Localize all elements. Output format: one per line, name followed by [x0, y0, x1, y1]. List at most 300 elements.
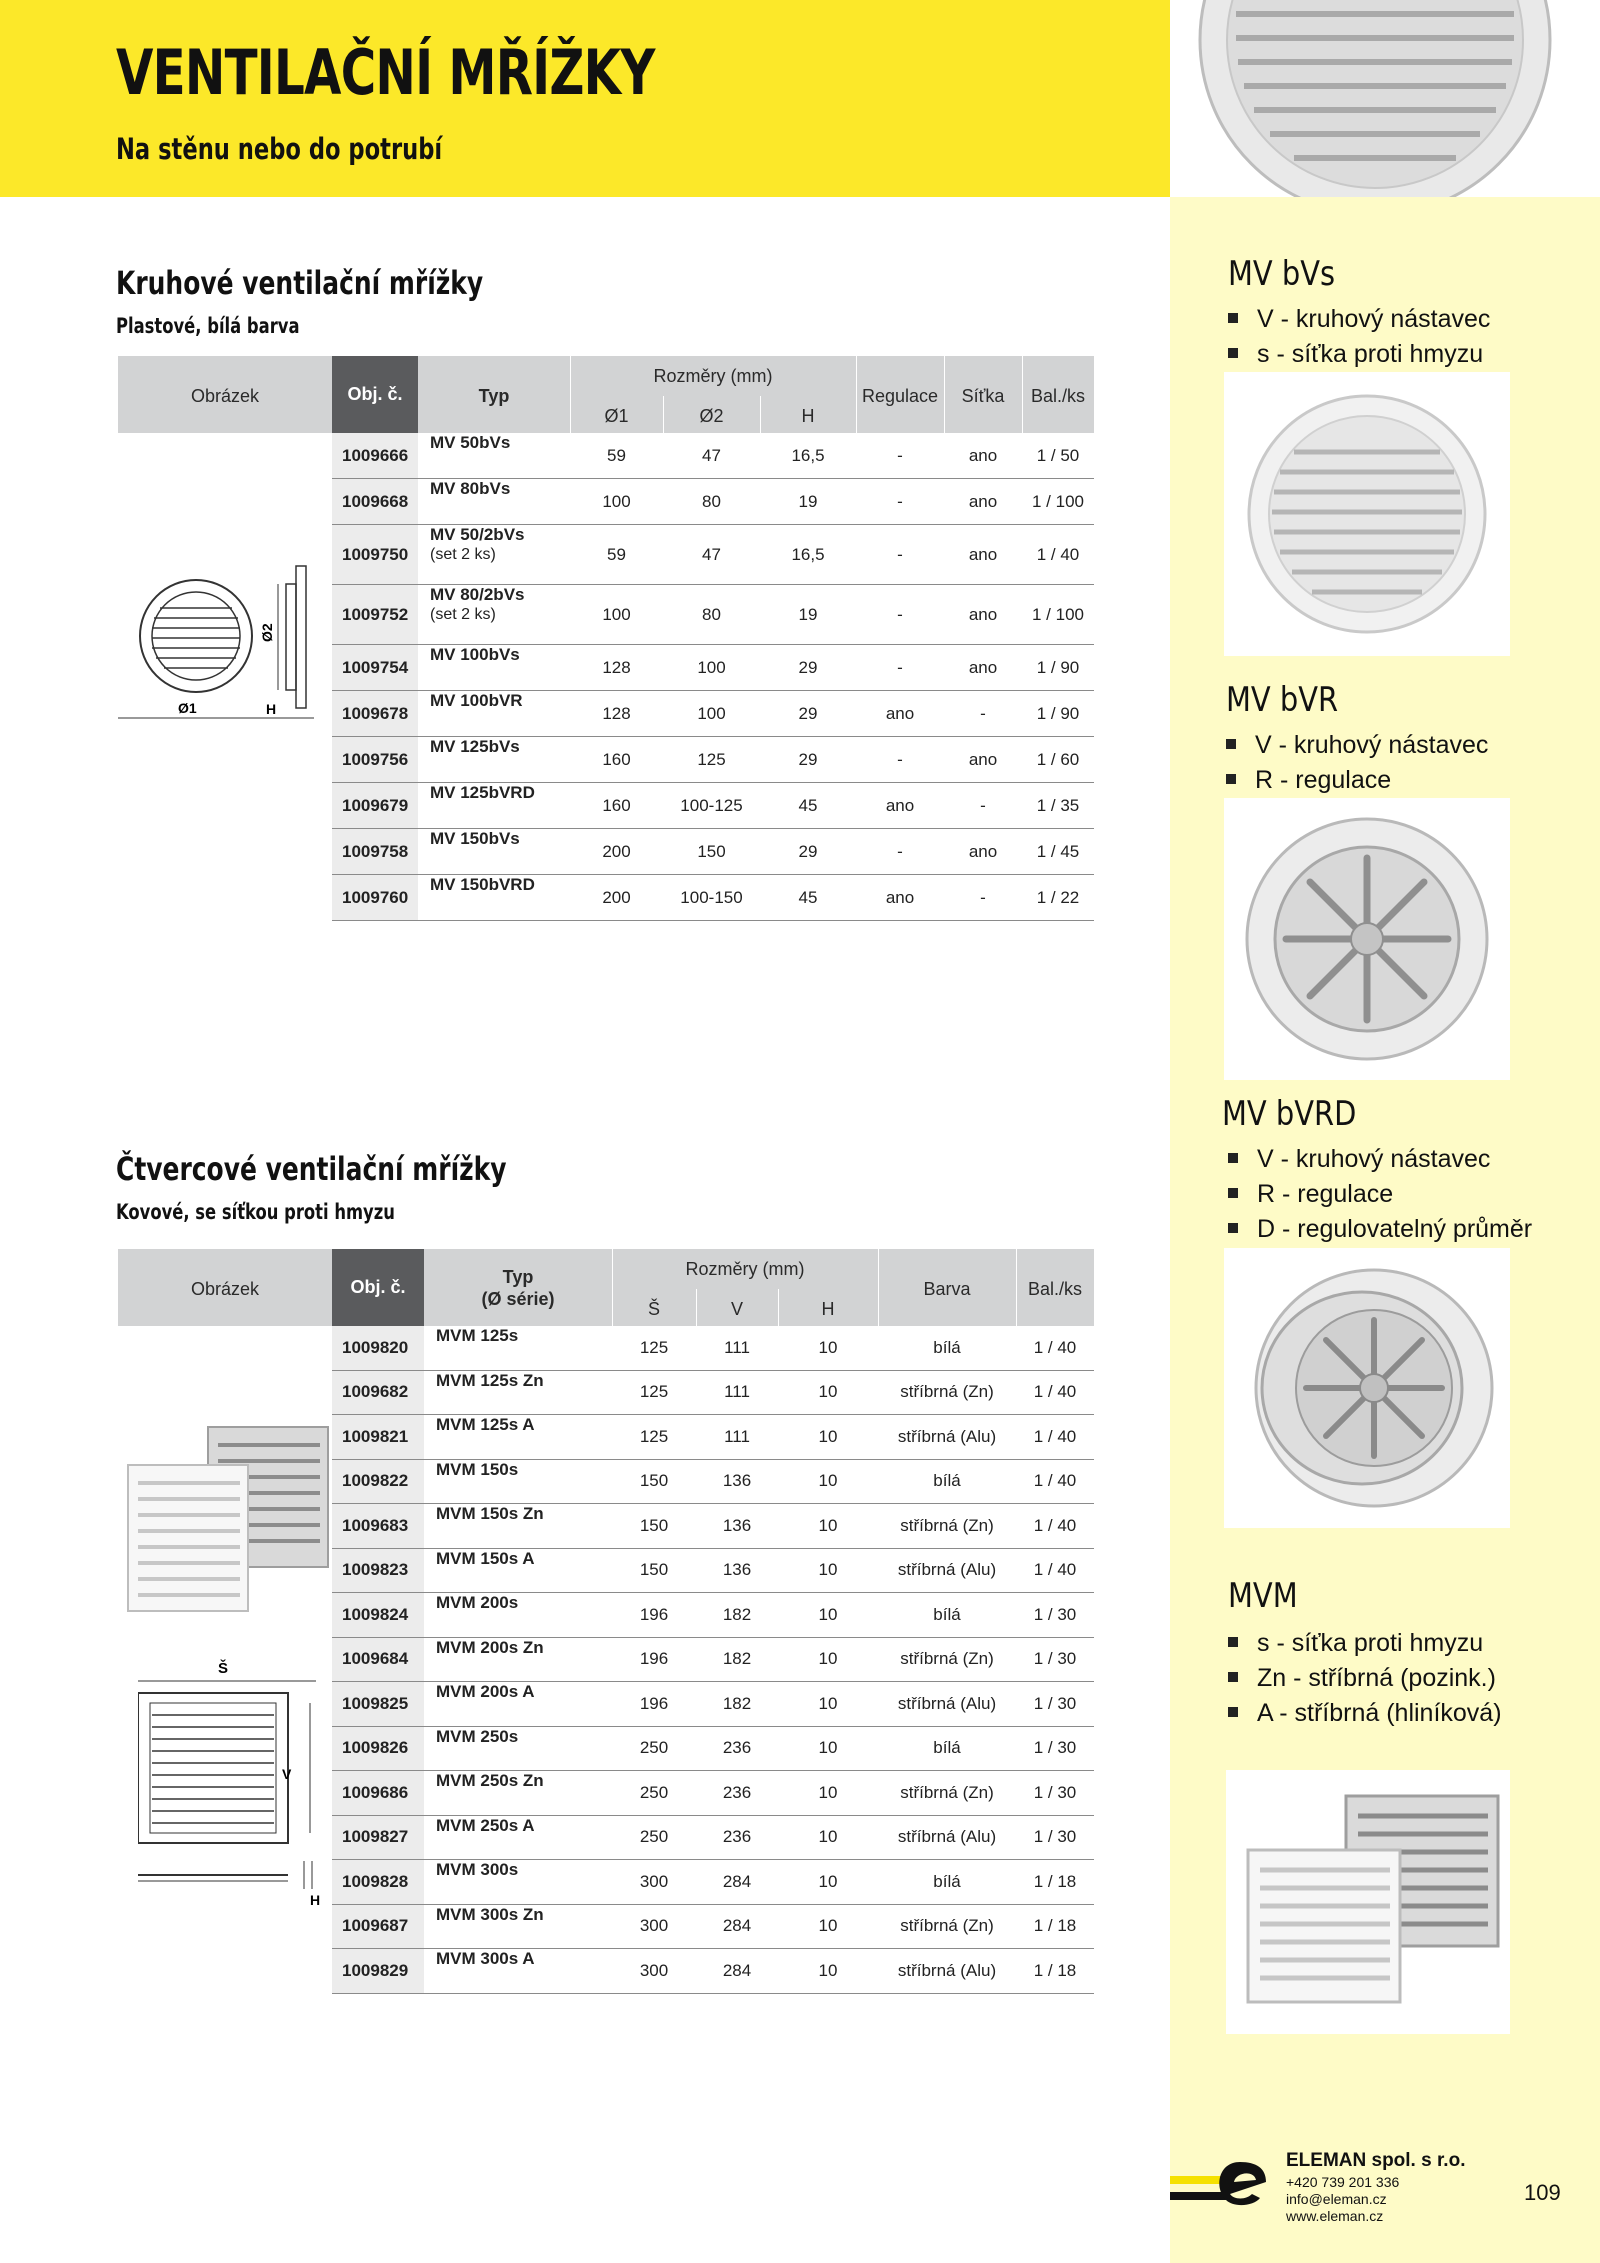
pack-cell: 1 / 30 [1033, 1782, 1077, 1802]
regulation-cell: - [897, 841, 903, 861]
h-cell: 19 [798, 604, 818, 624]
s-cell: 300 [639, 1916, 669, 1936]
obj-cell: 1009822 [332, 1460, 424, 1504]
divider [760, 396, 761, 433]
v-cell: 236 [722, 1827, 752, 1847]
header-d1: Ø1 [604, 406, 629, 426]
type-note: (set 2 ks) [430, 546, 496, 563]
type-cell [418, 525, 570, 584]
header-regulation: Regulace [861, 386, 939, 406]
s-cell: 300 [639, 1871, 669, 1891]
obj-cell: 1009666 [332, 433, 418, 478]
h-cell: 10 [818, 1871, 838, 1891]
table-row [332, 1549, 1094, 1594]
d2-cell: 47 [702, 544, 721, 564]
v-cell: 284 [722, 1916, 752, 1936]
section2-title: Čtvercové ventilační mřížky [116, 1150, 507, 1188]
product-title-mvm: MVM [1228, 1576, 1298, 1616]
obj-cell: 1009826 [332, 1727, 424, 1771]
header-pack: Bal./ks [1027, 1279, 1083, 1299]
v-cell: 182 [722, 1604, 752, 1624]
color-cell: stříbrná (Alu) [897, 1827, 997, 1847]
obj-cell: 1009678 [332, 691, 418, 736]
d1-cell: 59 [607, 544, 626, 564]
feature-item: D - regulovatelný průměr [1228, 1212, 1532, 1247]
d1-cell: 100 [602, 491, 631, 511]
drawing-label-v: V [282, 1766, 292, 1782]
pack-cell: 1 / 40 [1033, 1560, 1077, 1580]
pack-cell: 1 / 30 [1033, 1693, 1077, 1713]
mesh-cell: ano [968, 841, 998, 861]
type-name: MV 80bVs [430, 479, 511, 498]
drawing-label-h: H [266, 701, 277, 717]
header-dims: Rozměry (mm) [685, 1259, 805, 1279]
s-cell: 150 [639, 1560, 669, 1580]
s-cell: 250 [639, 1782, 669, 1802]
obj-cell: 1009683 [332, 1504, 424, 1548]
type-cell [418, 585, 570, 644]
feature-item: V - kruhový nástavec [1226, 728, 1488, 763]
h-cell: 10 [818, 1560, 838, 1580]
table-row [332, 1638, 1094, 1683]
header-type: Typ [502, 1267, 534, 1287]
header-mesh: Síťka [961, 386, 1005, 406]
h-cell: 10 [818, 1960, 838, 1980]
obj-cell: 1009828 [332, 1860, 424, 1904]
pack-cell: 1 / 30 [1033, 1738, 1077, 1758]
page-subtitle: Na stěnu nebo do potrubí [116, 132, 443, 166]
pack-cell: 1 / 22 [1036, 887, 1080, 907]
regulation-cell: ano [885, 795, 915, 815]
pack-cell: 1 / 30 [1033, 1649, 1077, 1669]
feature-list-mvm [1228, 1626, 1502, 1731]
type-name: MV 150bVRD [430, 875, 535, 894]
obj-cell: 1009827 [332, 1816, 424, 1860]
divider [663, 396, 664, 433]
v-cell: 111 [724, 1426, 750, 1446]
regulation-cell: - [897, 445, 903, 465]
h-cell: 29 [798, 841, 818, 861]
pack-cell: 1 / 40 [1033, 1337, 1077, 1357]
divider [612, 1249, 613, 1326]
h-cell: 16,5 [791, 544, 825, 564]
table-row [332, 829, 1094, 875]
h-cell: 10 [818, 1382, 838, 1402]
pack-cell: 1 / 35 [1036, 795, 1080, 815]
header-obj: Obj. č. [332, 356, 418, 433]
type-cell [418, 737, 570, 782]
type-cell: MVM 300s [436, 1860, 519, 1879]
round-regulated-grille-photo-icon [1224, 798, 1510, 1080]
s-cell: 125 [639, 1382, 669, 1402]
s-cell: 125 [639, 1426, 669, 1446]
s-cell: 250 [639, 1738, 669, 1758]
header-color: Barva [923, 1279, 971, 1299]
mesh-cell: - [980, 703, 986, 723]
table-row [332, 585, 1094, 645]
s-cell: 196 [639, 1604, 669, 1624]
pack-cell: 1 / 90 [1036, 703, 1080, 723]
table-row [332, 1593, 1094, 1638]
color-cell: bílá [933, 1738, 961, 1758]
h-cell: 29 [798, 749, 818, 769]
company-web[interactable]: www.eleman.cz [1286, 2208, 1384, 2224]
type-cell: MVM 200s Zn [436, 1637, 544, 1657]
h-cell: 10 [818, 1827, 838, 1847]
table-row [332, 1415, 1094, 1460]
color-cell: stříbrná (Alu) [897, 1560, 997, 1580]
v-cell: 111 [724, 1382, 750, 1402]
type-cell [418, 875, 570, 920]
color-cell: stříbrná (Zn) [900, 1515, 994, 1535]
type-cell [418, 479, 570, 524]
page-number: 109 [1524, 2180, 1561, 2205]
divider [696, 1289, 697, 1326]
type-name: MV 50bVs [430, 433, 511, 452]
h-cell: 16,5 [791, 445, 825, 465]
drawing-label-d2: Ø2 [259, 623, 275, 642]
d1-cell: 100 [602, 604, 631, 624]
mesh-cell: ano [968, 544, 998, 564]
section1-subtitle: Plastové, bílá barva [116, 314, 300, 338]
type-name: MV 150bVs [430, 829, 520, 848]
s-cell: 300 [639, 1960, 669, 1980]
header-image: Obrázek [190, 386, 260, 406]
type-name: MV 125bVs [430, 737, 520, 756]
regulation-cell: ano [885, 703, 915, 723]
obj-cell: 1009687 [332, 1905, 424, 1949]
mesh-cell: ano [968, 604, 998, 624]
mesh-cell: ano [968, 445, 998, 465]
h-cell: 10 [818, 1649, 838, 1669]
table-row [332, 1816, 1094, 1861]
table-row [332, 737, 1094, 783]
d1-cell: 128 [602, 703, 631, 723]
header-s: Š [647, 1299, 660, 1319]
table-header [118, 356, 1094, 433]
pack-cell: 1 / 18 [1033, 1916, 1077, 1936]
header-obj: Obj. č. [332, 1249, 424, 1326]
mesh-cell: ano [968, 491, 998, 511]
pack-cell: 1 / 60 [1036, 749, 1080, 769]
feature-item: s - síťka proti hmyzu [1228, 1626, 1502, 1661]
pack-cell: 1 / 90 [1036, 657, 1080, 677]
divider [778, 1289, 779, 1326]
h-cell: 45 [798, 795, 818, 815]
color-cell: stříbrná (Zn) [900, 1916, 994, 1936]
square-grille-dimension-drawing-icon [138, 1657, 338, 1915]
table-row [332, 1771, 1094, 1816]
regulation-cell: - [897, 657, 903, 677]
s-cell: 150 [639, 1471, 669, 1491]
h-cell: 10 [818, 1604, 838, 1624]
header-dims: Rozměry (mm) [653, 366, 773, 386]
h-cell: 29 [798, 657, 818, 677]
type-cell: MVM 200s A [436, 1682, 535, 1701]
table-row [332, 1682, 1094, 1727]
table-row [332, 645, 1094, 691]
d2-cell: 80 [702, 604, 721, 624]
color-cell: bílá [933, 1471, 961, 1491]
drawing-label-h: H [310, 1892, 321, 1908]
header-h: H [821, 1299, 835, 1319]
table-row [332, 875, 1094, 921]
feature-item: s - síťka proti hmyzu [1228, 337, 1490, 372]
regulation-cell: - [897, 604, 903, 624]
h-cell: 10 [818, 1515, 838, 1535]
type-cell: MVM 300s Zn [436, 1904, 544, 1924]
pack-cell: 1 / 18 [1033, 1871, 1077, 1891]
feature-list-mv-bvr [1226, 728, 1488, 798]
divider [878, 1249, 879, 1326]
color-cell: bílá [933, 1337, 961, 1357]
divider [856, 356, 857, 433]
mesh-cell: - [980, 887, 986, 907]
d1-cell: 200 [602, 841, 631, 861]
pack-cell: 1 / 40 [1033, 1471, 1077, 1491]
mesh-cell: - [980, 795, 986, 815]
regulation-cell: - [897, 491, 903, 511]
header-type-sub: (Ø série) [481, 1289, 555, 1309]
feature-item: A - stříbrná (hliníková) [1228, 1696, 1502, 1731]
header-d2: Ø2 [699, 406, 724, 426]
obj-cell: 1009820 [332, 1326, 424, 1370]
d2-cell: 125 [697, 749, 726, 769]
table-row [332, 1460, 1094, 1505]
v-cell: 111 [724, 1337, 750, 1357]
type-cell: MVM 150s [436, 1459, 519, 1479]
obj-cell: 1009750 [332, 525, 418, 584]
type-cell: MVM 125s A [436, 1415, 535, 1434]
h-cell: 10 [818, 1782, 838, 1802]
company-phone: +420 739 201 336 [1286, 2174, 1400, 2190]
obj-cell: 1009752 [332, 585, 418, 644]
pack-cell: 1 / 30 [1033, 1604, 1077, 1624]
color-cell: stříbrná (Zn) [900, 1382, 994, 1402]
pack-cell: 1 / 30 [1033, 1827, 1077, 1847]
feature-item: R - regulace [1226, 763, 1488, 798]
table-header [118, 1249, 1094, 1326]
type-name: MV 125bVRD [430, 783, 535, 802]
header-type: Typ [478, 386, 510, 406]
s-cell: 196 [639, 1693, 669, 1713]
type-cell: MVM 125s Zn [436, 1370, 544, 1390]
mesh-cell: ano [968, 657, 998, 677]
header-h: H [801, 406, 815, 426]
obj-cell: 1009824 [332, 1593, 424, 1637]
s-cell: 125 [639, 1337, 669, 1357]
h-cell: 10 [818, 1471, 838, 1491]
divider [1022, 356, 1023, 433]
drawing-label-s: Š [218, 1660, 229, 1677]
round-grille-photo-icon [1224, 372, 1510, 656]
type-cell [418, 645, 570, 690]
feature-item: Zn - stříbrná (pozink.) [1228, 1661, 1502, 1696]
d2-cell: 100 [697, 657, 726, 677]
type-cell: MVM 150s A [436, 1548, 535, 1568]
h-cell: 10 [818, 1916, 838, 1936]
table-row [332, 1905, 1094, 1950]
header-image: Obrázek [190, 1279, 260, 1299]
v-cell: 236 [722, 1782, 752, 1802]
table-row [332, 1371, 1094, 1416]
d1-cell: 200 [602, 887, 631, 907]
divider [944, 356, 945, 433]
pack-cell: 1 / 100 [1032, 491, 1084, 511]
s-cell: 196 [639, 1649, 669, 1669]
d2-cell: 100 [697, 703, 726, 723]
h-cell: 10 [818, 1426, 838, 1446]
pack-cell: 1 / 18 [1033, 1960, 1077, 1980]
divider [570, 356, 571, 433]
drawing-label-d1: Ø1 [178, 700, 197, 716]
obj-cell: 1009829 [332, 1949, 424, 1993]
h-cell: 10 [818, 1738, 838, 1758]
d2-cell: 100-150 [680, 887, 743, 907]
obj-cell: 1009825 [332, 1682, 424, 1726]
type-name: MV 100bVR [430, 691, 523, 710]
obj-cell: 1009686 [332, 1771, 424, 1815]
type-cell: MVM 250s Zn [436, 1771, 544, 1790]
type-cell: MVM 200s [436, 1593, 519, 1612]
feature-item: V - kruhový nástavec [1228, 302, 1490, 337]
d1-cell: 128 [602, 657, 631, 677]
obj-cell: 1009684 [332, 1638, 424, 1682]
type-name: MV 80/2bVs [430, 585, 525, 604]
type-cell: MVM 125s [436, 1326, 519, 1345]
regulation-cell: - [897, 544, 903, 564]
feature-item: V - kruhový nástavec [1228, 1142, 1532, 1177]
d2-cell: 150 [697, 841, 726, 861]
table-row [332, 783, 1094, 829]
pack-cell: 1 / 40 [1033, 1426, 1077, 1446]
table-row [332, 1949, 1094, 1994]
d1-cell: 160 [602, 749, 631, 769]
type-cell [418, 829, 570, 874]
pack-cell: 1 / 40 [1036, 544, 1080, 564]
obj-cell: 1009668 [332, 479, 418, 524]
obj-cell: 1009760 [332, 875, 418, 920]
d2-cell: 100-125 [680, 795, 743, 815]
table-row [332, 1727, 1094, 1772]
feature-item: R - regulace [1228, 1177, 1532, 1212]
mesh-cell: ano [968, 749, 998, 769]
type-cell: MVM 250s A [436, 1815, 535, 1835]
header-banner [0, 0, 1170, 197]
pack-cell: 1 / 40 [1033, 1515, 1077, 1535]
square-grille-photo-icon [1226, 1770, 1510, 2034]
type-cell: MVM 300s A [436, 1949, 535, 1968]
feature-list-mv-bvrd [1228, 1142, 1532, 1247]
v-cell: 182 [722, 1649, 752, 1669]
feature-list-mv-bvs [1228, 302, 1490, 372]
regulation-cell: - [897, 749, 903, 769]
section1-title: Kruhové ventilační mřížky [116, 264, 484, 302]
obj-cell: 1009758 [332, 829, 418, 874]
color-cell: stříbrná (Alu) [897, 1960, 997, 1980]
h-cell: 10 [818, 1337, 838, 1357]
v-cell: 182 [722, 1693, 752, 1713]
type-cell [418, 433, 570, 478]
h-cell: 10 [818, 1693, 838, 1713]
round-grille-dimension-drawing-icon [118, 556, 332, 756]
eleman-logo-icon [1170, 2148, 1278, 2224]
type-note: (set 2 ks) [430, 606, 496, 623]
table-row [332, 1860, 1094, 1905]
table-row [332, 1504, 1094, 1549]
v-cell: 236 [722, 1738, 752, 1758]
pack-cell: 1 / 100 [1032, 604, 1084, 624]
h-cell: 19 [798, 491, 818, 511]
d2-cell: 80 [702, 491, 721, 511]
type-cell: MVM 250s [436, 1726, 519, 1746]
s-cell: 150 [639, 1515, 669, 1535]
color-cell: stříbrná (Zn) [900, 1649, 994, 1669]
pack-cell: 1 / 40 [1033, 1382, 1077, 1402]
product-title-mv-bvr: MV bVR [1226, 680, 1339, 720]
company-name: ELEMAN spol. s r.o. [1286, 2150, 1466, 2171]
type-cell [418, 691, 570, 736]
square-grille-photo-small-icon [118, 1419, 332, 1629]
type-cell: MVM 150s Zn [436, 1504, 544, 1523]
company-email[interactable]: info@eleman.cz [1286, 2191, 1387, 2207]
header-v: V [730, 1299, 743, 1319]
color-cell: bílá [933, 1604, 961, 1624]
s-cell: 250 [639, 1827, 669, 1847]
pack-cell: 1 / 50 [1036, 445, 1080, 465]
round-grille-top-photo-icon [1170, 0, 1600, 197]
page-title: VENTILAČNÍ MŘÍŽKY [116, 36, 655, 109]
color-cell: stříbrná (Zn) [900, 1782, 994, 1802]
obj-cell: 1009756 [332, 737, 418, 782]
round-adjustable-grille-photo-icon [1224, 1248, 1510, 1528]
table-row [332, 433, 1094, 479]
header-pack: Bal./ks [1030, 386, 1086, 406]
d1-cell: 160 [602, 795, 631, 815]
product-title-mv-bvs: MV bVs [1228, 254, 1336, 294]
pack-cell: 1 / 45 [1036, 841, 1080, 861]
type-name: MV 100bVs [430, 645, 520, 664]
type-cell [418, 783, 570, 828]
obj-cell: 1009754 [332, 645, 418, 690]
d1-cell: 59 [607, 445, 626, 465]
color-cell: stříbrná (Alu) [897, 1426, 997, 1446]
section2-subtitle: Kovové, se síťkou proti hmyzu [116, 1200, 395, 1224]
color-cell: stříbrná (Alu) [897, 1693, 997, 1713]
table-row [332, 479, 1094, 525]
table-row [332, 691, 1094, 737]
h-cell: 45 [798, 887, 818, 907]
type-name: MV 50/2bVs [430, 525, 525, 544]
color-cell: bílá [933, 1871, 961, 1891]
h-cell: 29 [798, 703, 818, 723]
v-cell: 136 [722, 1560, 752, 1580]
v-cell: 284 [722, 1960, 752, 1980]
regulation-cell: ano [885, 887, 915, 907]
divider [1016, 1249, 1017, 1326]
obj-cell: 1009821 [332, 1415, 424, 1459]
obj-cell: 1009679 [332, 783, 418, 828]
v-cell: 136 [722, 1515, 752, 1535]
d2-cell: 47 [702, 445, 721, 465]
table-row [332, 525, 1094, 585]
product-title-mv-bvrd: MV bVRD [1222, 1094, 1357, 1134]
v-cell: 284 [722, 1871, 752, 1891]
v-cell: 136 [722, 1471, 752, 1491]
obj-cell: 1009682 [332, 1371, 424, 1415]
table-row [332, 1326, 1094, 1371]
obj-cell: 1009823 [332, 1549, 424, 1593]
